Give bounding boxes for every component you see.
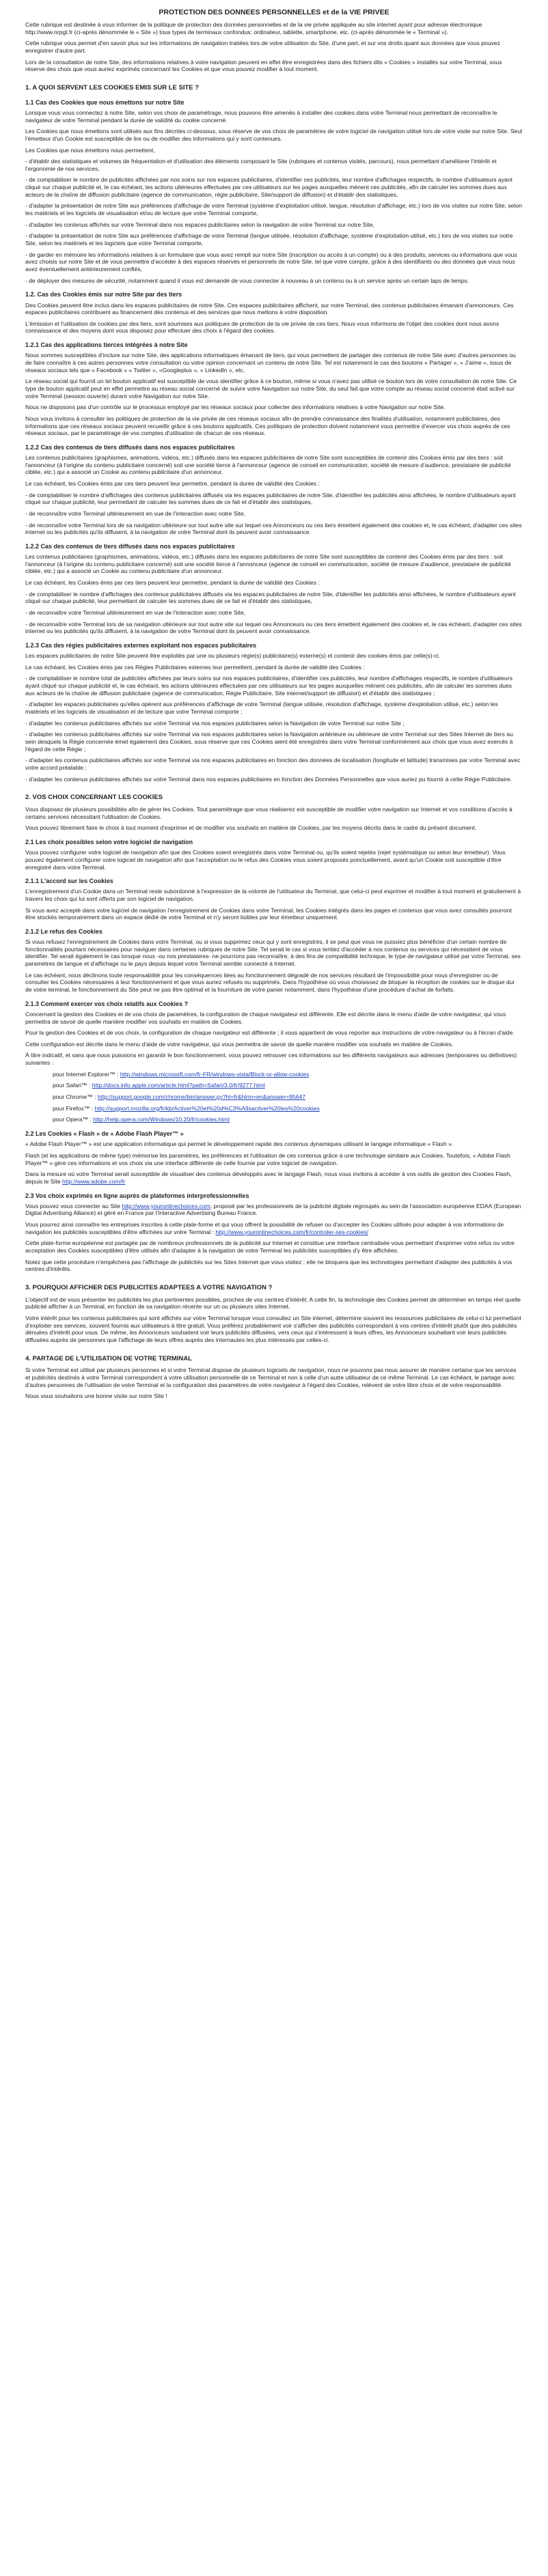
list-item: - de comptabiliser le nombre d'affichages des contenus publicitaires diffusés via les espaces publicitaires de notre Site, d'identifier les publicités ainsi affichées, le nombre d'utilisateurs ayant cliqué sur chaque publicité, leur permettant de calculer les sommes dues de ce fait et d'établir des statistiques, [25, 491, 516, 506]
list-item: - de garder en mémoire les informations relatives à un formulaire que vous avez rempli sur notre Site (inscription ou accès à un compte) ou à des produits, services ou informations que vous avez choisis sur notre Site et de vous permettre d'accéder à des espaces réservés et personnels de notre Site, tel que votre compte, grâce à des identifiants ou des données que vous nous avez éventuellement antérieurement confiés, [25, 251, 517, 273]
subsection-heading-1-1: 1.1 Cas des Cookies que nous émettons sur notre Site [25, 98, 184, 106]
browser-label: pour Chrome™ : [53, 1093, 96, 1101]
browser-link-row [53, 1082, 523, 1089]
youronlinechoices-text-2: , proposé par les professionnels de la publicité digitale regroupés au sein de l'association européenne EDAA (European Digital Advertising Alliance) et géré en France par l'Interactive Advertising Bureau France. [25, 1202, 521, 1217]
subsection-heading-2-1-3: 2.1.3 Comment exercer vos choix relatifs aux Cookies ? [25, 1000, 189, 1007]
paragraph: À titre indicatif, et sans que nous puissions en garantir le bon fonctionnement, vous pouvez retrouver ces informations sur les différents navigateurs aux adresses (temporaires ou définitives) suivantes : [25, 1052, 517, 1067]
paragraph [25, 1203, 523, 1217]
paragraph: Le cas échéant, les Cookies émis par ces tiers peuvent leur permettre, pendant la durée de validité des Cookies : [25, 479, 320, 487]
browser-label: pour Opera™ : [53, 1116, 92, 1123]
paragraph: Vous disposez de plusieurs possibilités afin de gérer les Cookies. Tout paramétrage que vous réaliserez est susceptible de modifier votre navigation sur Internet et vos conditions d'accès à certains services nécessitant l'utilisation de Cookies. [25, 806, 512, 820]
paragraph: Vous pouvez librement faire le choix à tout moment d'exprimer et de modifier vos souhaits en matière de Cookies, par les moyens décrits dans le cadre du présent document. [25, 824, 477, 832]
paragraph: L'objectif est de vous présenter les publicités les plus pertinentes possibles, proches de vos centres d'intérêt. A cette fin, la technologie des Cookies permet de déterminer en temps réel quelle publicité afficher à un Terminal, en fonction de sa navigation récente sur un ou plusieurs sites Internet. [25, 1296, 521, 1311]
list-item: - d'adapter les contenus publicitaires affichés sur votre Terminal dans nos espaces publicitaires en fonction des Données Personnelles que vous auriez pu fournir à cette Régie Publicitaire. [25, 775, 512, 783]
list-item: - de reconnaître votre Terminal ultérieurement en vue de l'interaction avec notre Site, [25, 509, 246, 517]
subsection-heading-2-1-1: 2.1.1 L'accord sur les Cookies [25, 878, 113, 885]
browser-help-link[interactable]: http://support.google.com/chrome/bin/answer.py?hl=fr&hlrm=en&answer=95647 [97, 1093, 305, 1101]
paragraph: Nous ne disposons pas d'un contrôle sur le processus employé par les réseaux sociaux pour collecter des informations relatives à votre Navigation sur notre Site. [25, 404, 446, 411]
list-item: - de comptabiliser le nombre de publicités affichées par nos soins sur nos espaces publicitaires, d'identifier ces publicités, leur nombre d'affichages respectifs, le nombre d'utilisateurs ayant cliqué sur chaque publicité et, le cas échéant, les actions ultérieures effectuées par ces utilisateurs sur les pages auxquelles mènent ces publicités, afin de calculer les sommes dues aux acteurs de la chaîne de diffusion publicitaire (agence de communication, régie publicitaire, Site/support de diffusion) et d'établir des statistiques, [25, 176, 513, 198]
subsection-heading-2-1-2: 2.1.2 Le refus des Cookies [25, 927, 103, 935]
paragraph: Cette configuration est décrite dans le menu d'aide de votre navigateur, qui vous permettra de savoir de quelle manière modifier vos souhaits en matière de Cookies. [25, 1040, 454, 1048]
section-heading-3: 3. POURQUOI AFFICHER DES PUBLICITES ADAPTEES A VOTRE NAVIGATION ? [25, 1283, 273, 1291]
list-item: - d'adapter la présentation de notre Site aux préférences d'affichage de votre Terminal (langue utilisée, résolution d'affichage, système d'exploitation utilisé, etc.) lors de vos visites sur notre Site, selon les matériels et les logiciels que votre Terminal comporte, [25, 232, 513, 247]
subsection-heading-1-2-2: 1.2.2 Cas des contenus de tiers diffusés dans nos espaces publicitaires [25, 443, 235, 451]
section-heading-2: 2. VOS CHOIX CONCERNANT LES COOKIES [25, 794, 163, 802]
paragraph: Nous sommes susceptibles d'inclure sur notre Site, des applications informatiques émanant de tiers, qui vous permettent de partager des contenus de notre Site avec d'autres personnes ou de faire connaître à ces autres personnes votre consultation ou votre opinion concernant un contenu de notre Site. Tel est notamment le cas des boutons « Partager », « J'aime », issus de réseaux sociaux tels que « Facebook » « Twitter », «Googleplus », « LinkedIn », etc. [25, 352, 516, 374]
intro-paragraph: Cette rubrique est destinée à vous informer de la politique de protection des données personnelles et de la vie privée appliquée au site internet ayant pour adresse électronique http://www.nrpgt.fr (ci-après dénommée le « Site ») tous types de terminaux confondus: ordinateur, tablette, smartphone, etc. (ci-après dénommée le « Terminal »). [25, 21, 482, 36]
paragraph: Les Cookies que nous émettons sont utilisés aux fins décrites ci-dessous, sous réserve de vos choix de paramètres de votre logiciel de navigation utilisé lors de votre visite sur notre Site. Seul l'émetteur d'un Cookie est susceptible de lire ou de modifier des informations qui y sont contenues. [25, 128, 523, 142]
browser-help-link[interactable]: http://windows.microsoft.com/fr-FR/windows-vista/Block-or-allow-cookies [120, 1070, 310, 1078]
paragraph: Si votre Terminal est utilisé par plusieurs personnes et si votre Terminal dispose de plusieurs logiciels de navigation, nous ne pouvons pas nous assurer de manière certaine que les services et publicités destinés à votre Terminal correspondent à votre utilisation personnelle de ce Terminal et non à celle d'un autre utilisateur de ce même Terminal. Le cas échéant, le partage avec d'autres personnes de l'utilisation de votre Terminal et la configuration des paramètres de votre navigateur à l'égard des Cookies, relèvent de votre libre choix et de votre responsabilité. [25, 1367, 517, 1388]
paragraph: Concernant la gestion des Cookies et de vos choix de paramètres, la configuration de chaque navigateur est différente. Elle est décrite dans le menu d'aide de votre navigateur, qui vous permettra de savoir de quelle manière modifier vos souhaits en matière de Cookies. [25, 1010, 506, 1025]
paragraph: Le cas échéant, les Cookies émis par ces Régies Publicitaires externes leur permettent, pendant la durée de validité des Cookies : [25, 663, 365, 671]
browser-link-row [53, 1116, 523, 1123]
browser-help-link[interactable]: http://support.mozilla.org/fr/kb/Activer%20et%20d%C3%A9sactiver%20les%20cookies [94, 1104, 320, 1112]
paragraph: Lorsque vous vous connectez à notre Site, selon vos choix de paramétrage, nous pouvons être amenés à installer des cookies dans votre Terminal nous permettant de reconnaître le navigateur de votre Terminal pendant la durée de validité du cookie concerné. [25, 109, 497, 124]
browser-label: pour Firefox™ : [53, 1104, 94, 1112]
subsection-heading-1-2-1: 1.2.1 Cas des applications tierces intégrées à notre Site [25, 341, 188, 349]
paragraph: Vous pouvez configurer votre logiciel de navigation afin que des Cookies soient enregistrés dans votre Terminal ou, qu'ils soient rejetés (rejet systématique ou selon leur émetteur). Vous pouvez également configurer votre logiciel de navigation afin que l'acceptation ou le refus des Cookies vous soient proposés ponctuellement, avant qu'un Cookie soit susceptible d'être enregistré dans votre Terminal. [25, 849, 506, 871]
flash-text: Dans la mesure où votre Terminal serait susceptible de visualiser des contenus développés avec le langage Flash, nous vous invitons à accéder à vos outils de gestion des Cookies Flash, depuis le Site [25, 1171, 512, 1185]
adobe-link[interactable]: http://www.adobe.com/fr [62, 1177, 126, 1185]
paragraph: Flash (et les applications de même type) mémorise les paramètres, les préférences et l'utilisation de ces contenus grâce à une technologie similaire aux Cookies. Toutefois, « Adobe Flash Player™ » gère ces informations et vos choix via une interface différente de celle fournie par votre logiciel de navigation. [25, 1151, 510, 1166]
list-item: - de reconnaître votre Terminal lors de sa navigation ultérieure sur tout autre site sur lequel ces Annonceurs ou ces tiers émettent également des cookies et, le cas échéant, d'adapter ces sites internet ou les publicités qu'ils diffusent, à la navigation de votre Terminal dont ils peuvent avoir connaissance. [25, 521, 522, 536]
paragraph [25, 1221, 523, 1235]
list-item: - d'adapter les contenus publicitaires affichés sur votre Terminal via nos espaces publicitaires selon la Navigation antérieure ou ultérieure de votre Terminal sur des Sites Internet de tiers au sein desquels la Régie concernée émet également des Cookies, sous réserve que ces Cookies aient été enregistrés dans votre Terminal conformément aux choix que vous avez exercés à l'égard de cette Régie ; [25, 731, 513, 753]
section-heading-1: 1. A QUOI SERVENT LES COOKIES EMIS SUR LE SITE ? [25, 83, 200, 92]
list-item: - d'adapter les contenus affichés sur votre Terminal dans nos espaces publicitaires selon la navigation de votre Terminal sur notre Site, [25, 221, 374, 228]
youronlinechoices-text: Vous pouvez vous connecter au Site [25, 1202, 121, 1209]
paragraph: Si vous refusez l'enregistrement de Cookies dans votre Terminal, ou si vous supprimez ceux qui y sont enregistrés, il se peut que vous ne puissiez plus bénéficier d'un certain nombre de fonctionnalités pourtant nécessaires pour naviguer dans certaines rubriques de notre Site. Tel serait le cas si vous tentiez d'accéder à nos contenus ou services qui nécessitent de vous identifier. Tel serait également le cas lorsque nous -ou nos prestataires- ne pourrions pas reconnaître, à des fins de compatibilité technique, le type de navigateur utilisé par votre Terminal, ses paramètres de langue et d'affichage ou le pays depuis lequel votre Terminal semble connecté à Internet. [25, 938, 521, 968]
browser-label: pour Internet Explorer™ : [53, 1070, 119, 1078]
paragraph: L'enregistrement d'un Cookie dans un Terminal reste subordonné à l'expression de la volonté de l'utilisateur du Terminal, que celui-ci peut exprimer et modifier à tout moment et gratuitement à travers les choix qui lui sont offerts par son logiciel de navigation. [25, 888, 521, 902]
paragraph: Les Cookies que nous émettons nous permettent, [25, 146, 155, 154]
subsection-heading-1-2: 1.2. Cas des Cookies émis sur notre Site par des tiers [25, 291, 182, 298]
browser-link-row [53, 1093, 523, 1101]
document-page [25, 0, 523, 1400]
list-item: - de comptabiliser le nombre total de publicités affichées par leurs soins sur nos espaces publicitaires, d'identifier ces publicités, leur nombre d'affichages respectifs, le nombre d'utilisateurs ayant cliqué sur chaque publicité et, le cas échéant, les actions ultérieures effectuées par ces utilisateurs sur les pages auxquelles mènent ces publicités, afin de calculer les sommes dues aux acteurs de la chaîne de diffusion publicitaire (agence de communication, Régie Publicitaire, Site internet/support de diffusion) et d'établir des statistiques ; [25, 675, 512, 697]
paragraph: Le cas échéant, les Cookies émis par ces tiers peuvent leur permettre, pendant la durée de validité des Cookies : [25, 579, 320, 587]
list-item: - d'adapter les espaces publicitaires qu'elles opèrent aux préférences d'affichage de votre Terminal (langue utilisée, résolution d'affichage, système d'exploitation utilisé, etc.) selon les matériels et les logiciels de visualisation et de lecture que votre Terminal comporte ; [25, 701, 498, 716]
browser-links-list [25, 1071, 523, 1123]
paragraph: Si vous avez accepté dans votre logiciel de navigation l'enregistrement de Cookies dans votre Terminal, les Cookies intégrés dans les pages et contenus que vous avez consultés pourront être stockés temporairement dans un espace dédié de votre Terminal et n'y seront lisibles par leur émetteur uniquement. [25, 906, 512, 921]
intro-paragraph: Cette rubrique vous permet d'en savoir plus sur les informations de navigation traitées lors de votre utilisation du Site, d'une part, et sur vos droits quant aux données que vous pouvez enregistrer d'autre part. [25, 40, 500, 54]
browser-label: pour Safari™ : [53, 1082, 91, 1089]
paragraph: Pour la gestion des Cookies et de vos choix, la configuration de chaque navigateur est différente ; il vous appartient de vous reporter aux instructions de votre navigateur ou à l'écran d'aide. [25, 1029, 515, 1037]
paragraph: Les espaces publicitaires de notre Site peuvent être exploités par une ou plusieurs régie(s) publicitaire(s) externe(s) et contenir des cookies émis par celle(s)-ci. [25, 652, 441, 660]
browser-link-row [53, 1105, 523, 1112]
youronlinechoices-link[interactable]: http://www.youronlinechoices.com [122, 1202, 210, 1209]
subsection-heading-1-2-3: 1.2.3 Cas des régies publicitaires externes exploitant nos espaces publicitaires [25, 641, 257, 649]
youronlinechoices-cookies-link[interactable]: http://www.youronlinechoices.com/fr/controler-ses-cookies/ [215, 1228, 368, 1235]
paragraph: Nous vous invitons à consulter les politiques de protection de la vie privée de ces réseaux sociaux afin de prendre connaissance des finalités d'utilisation, notamment publicitaires, des informations que ces réseaux sociaux peuvent recueillir grâce à ces boutons applicatifs. Ces politiques de protection doivent notamment vous permettre d'exercer vos choix auprès de ces réseaux sociaux, par le paramétrage de vos comptes d'utilisation de chacun de ces réseaux. [25, 415, 510, 437]
paragraph: Cette plate-forme européenne est partagée par de nombreux professionnels de la publicité sur Internet et constitue une interface centralisée vous permettant d'exprimer votre refus ou votre acceptation des Cookies susceptibles d'être utilisés afin d'adapter à la navigation de votre Terminal les publicités susceptibles d'y être affichées. [25, 1240, 515, 1254]
list-item: - d'adapter la présentation de notre Site aux préférences d'affichage de votre Terminal (système d'exploitation utilisé, langue, résolution d'affichage, etc.) lors de vos visites sur notre Site, selon les matériels et les logiciels de visualisation et/ou de lecture que votre Terminal comporte, [25, 202, 522, 217]
browser-help-link[interactable]: http://docs.info.apple.com/article.html?path=Safari/3.0/fr/9277.html [92, 1082, 265, 1089]
subsection-heading-2-1: 2.1 Les choix possibles selon votre logiciel de navigation [25, 839, 193, 846]
list-item: - de comptabiliser le nombre d'affichages des contenus publicitaires diffusés via les espaces publicitaires de notre Site, d'identifier les publicités ainsi affichées, le nombre d'utilisateurs ayant cliqué sur chaque publicité, leur permettant de calculer les sommes dues de ce fait et d'établir des statistiques, [25, 590, 516, 605]
subsection-heading-2-2: 2.2 Les Cookies « Flash » de « Adobe Flash Player™ » [25, 1130, 184, 1138]
paragraph: « Adobe Flash Player™ » est une application informatique qui permet le développement rapide des contenus dynamiques utilisant le langage informatique « Flash ». [25, 1140, 454, 1148]
paragraph: Des Cookies peuvent être inclus dans les espaces publicitaires de notre Site. Ces espaces publicitaires affichent, sur notre Terminal, des contenus publicitaires émanant d'annonceurs. Ces espaces publicitaires contribuent au financement des contenus et des services que nous mettons à votre disposition. [25, 301, 514, 316]
closing-line: Nous vous souhaitons une bonne visite sur notre Site ! [25, 1392, 167, 1400]
paragraph [25, 1171, 523, 1185]
paragraph: Notez que cette procédure n'empêchera pas l'affichage de publicités sur les Sites Internet que vous visitez ; elle ne bloquera que les technologies permettant d'adapter des publicités à vos centres d'intérêts. [25, 1258, 512, 1273]
intro-paragraph: Lors de la consultation de notre Site, des informations relatives à votre navigation peuvent en effet être enregistrées dans des fichiers dits « Cookies » installés sur votre Terminal, sous réserve des choix que vous auriez exprimés concernant les Cookies et que vous pouvez modifier à tout moment. [25, 58, 502, 73]
list-item: - de reconnaître votre Terminal ultérieurement en vue de l'interaction avec notre Site, [25, 609, 246, 616]
paragraph: L'émission et l'utilisation de cookies par des tiers, sont soumises aux politiques de protection de la vie privée de ces tiers. Nous vous informons de l'objet des cookies dont nous avons connaissance et des moyens dont vous disposez pour effectuer des choix à l'égard des cookies. [25, 320, 499, 335]
browser-help-link[interactable]: http://help.opera.com/Windows/10.20/fr/cookies.html [93, 1116, 230, 1123]
paragraph: Le réseau social qui fournit un tel bouton applicatif est susceptible de vous identifier grâce à ce bouton, même si vous n'avez pas utilisé ce bouton lors de votre consultation de notre Site. Ce type de bouton applicatif peut en effet permettre au réseau social concerné de suivre votre Navigation sur notre Site, du seul fait que votre compte au réseau social concerné était activé sur votre Terminal (session ouverte) durant votre Navigation sur notre Site. [25, 378, 517, 400]
subsection-heading-1-2-2: 1.2.2 Cas des contenus de tiers diffusés dans nos espaces publicitaires [25, 542, 235, 550]
page-title: PROTECTION DES DONNEES PERSONNELLES et de la VIE PRIVEE [159, 8, 389, 16]
section-heading-4: 4. PARTAGE DE L'UTILISATION DE VOTRE TERMINAL [25, 1354, 192, 1362]
subsection-heading-2-3: 2.3 Vos choix exprimés en ligne auprès de plateformes interprofessionnelles [25, 1192, 249, 1199]
list-item: - d'établir des statistiques et volumes de fréquentation et d'utilisation des éléments composant le Site (rubriques et contenus visités, parcours), nous permettant d'améliorer l'intérêt et l'ergonomie de nos services, [25, 158, 497, 172]
paragraph: Votre intérêt pour les contenus publicitaires qui sont affichés sur votre Terminal lorsque vous consultez un Site internet, détermine souvent les ressources publicitaires de celui-ci lui permettant d'exploiter ses services, souvent fournis aux utilisateurs à titre gratuit. Vous préférez probablement voir s'afficher des publicités correspondant à vos centres d'intérêt plutôt que des publicités dénuées d'intérêt pour vous. De même, les Annonceurs souhaitent voir leurs publicités diffusées, vers ceux qui s'intéressent à leurs offres, les Annonceurs souhaitant voir leurs publicités diffusées auprès de personnes que l'affichage de leurs offres auprès des internautes les plus intéressés par celles-ci. [25, 1315, 521, 1343]
youronlinechoices-text-3: Vous pourrez ainsi connaître les entreprises inscrites à cette plate-forme et qui vous offrent la possibilité de refuser ou d'accepter les Cookies utilisés pour adapter à vos informations de navigation les publicités susceptibles d'être affichées sur votre Terminal : [25, 1220, 504, 1235]
list-item: - de reconnaître votre Terminal lors de sa navigation ultérieure sur tout autre site sur lequel ces Annonceurs ou ces tiers émettent également des cookies et, le cas échéant, d'adapter ces sites internet ou les publicités qu'ils diffusent, à la navigation de votre Terminal dont ils peuvent avoir connaissance. [25, 620, 522, 635]
paragraph: Les contenus publicitaires (graphismes, animations, vidéos, etc.) diffusés dans les espaces publicitaires de notre Site sont susceptibles de contenir des Cookies émis par des tiers : soit l'annonceur (à l'origine du contenu publicitaire concerné) soit une société tierce à l'annonceur (agence de conseil en communication, société de mesure d'audience, prestataire de publicité ciblée, etc.) qui a associé un Cookie au contenu publicitaire d'un annonceur. [25, 553, 511, 575]
list-item: - d'adapter les contenus publicitaires affichés sur votre Terminal via nos espaces publicitaires en fonction des données de localisation (longitude et latitude) transmises par votre Terminal avec votre accord préalable ; [25, 757, 521, 771]
paragraph: Les contenus publicitaires (graphismes, animations, vidéos, etc.) diffusés dans les espaces publicitaires de notre Site sont susceptibles de contenir des Cookies émis par des tiers : soit l'annonceur (à l'origine du contenu publicitaire concerné) soit une société tierce à l'annonceur (agence de conseil en communication, société de mesure d'audience, prestataire de publicité ciblée, etc.) qui a associé un Cookie au contenu publicitaire d'un annonceur. [25, 454, 511, 476]
list-item: - de déployer des mesures de sécurité, notamment quand il vous est demandé de vous connecter à nouveau à un contenu ou à un service après un certain laps de temps. [25, 277, 469, 284]
paragraph: Le cas échéant, nous déclinons toute responsabilité pour les conséquences liées au fonctionnement dégradé de nos services résultant de l'impossibilité pour nous d'enregistrer ou de consulter les Cookies nécessaires à leur fonctionnement et que vous auriez refusés ou supprimés. Dans l'hypothèse où vous choisissez de bloquer la réception de cookies sur le disque dur de votre terminal, le fonctionnement du Site peut ne pas être optimal et la fourniture de votre panier notamment, dans l'hypothèse d'une procédure d'achat de forfaits. [25, 971, 515, 994]
browser-link-row [53, 1071, 523, 1078]
list-item: - d'adapter les contenus publicitaires affichés sur votre Terminal via nos espaces publicitaires selon la Navigation de votre Terminal sur notre Site ; [25, 719, 405, 727]
